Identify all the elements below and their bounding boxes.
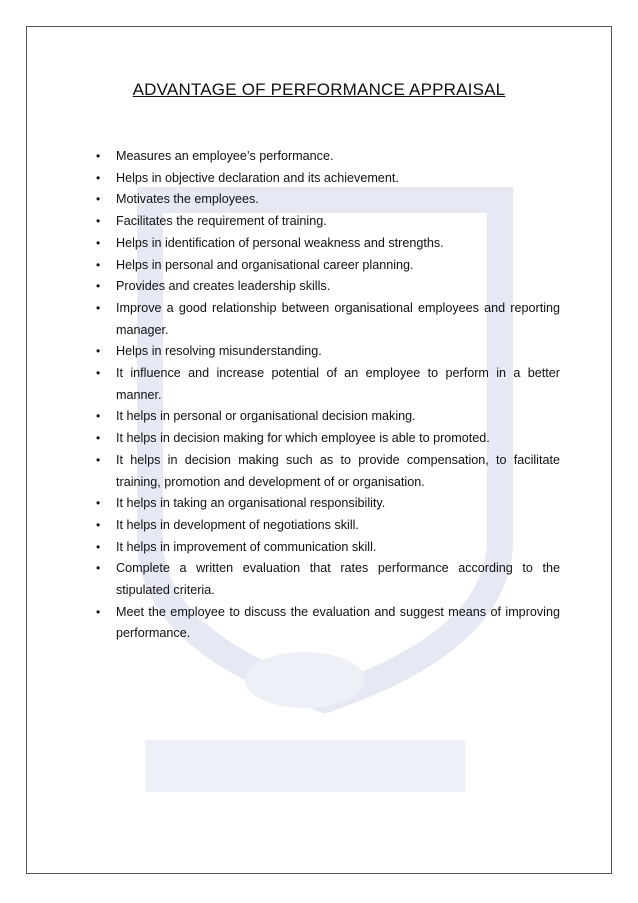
list-item bbox=[96, 493, 560, 515]
list-item bbox=[96, 168, 560, 190]
list-item-text: It helps in taking an organisational responsibility. bbox=[116, 496, 386, 511]
list-item-text: It helps in personal or organisational decision making. bbox=[116, 409, 416, 424]
bullet-icon: • bbox=[96, 561, 101, 576]
list-item bbox=[96, 537, 560, 559]
list-item-text: Improve a good relationship between organisational employees and reporting manager. bbox=[116, 300, 560, 337]
bullet-icon: • bbox=[96, 257, 101, 272]
list-item bbox=[96, 428, 560, 450]
list-item-text: It helps in decision making for which employee is able to promoted. bbox=[116, 431, 490, 446]
list-item-text: Motivates the employees. bbox=[116, 192, 259, 207]
list-item bbox=[96, 363, 560, 406]
bullet-icon: • bbox=[96, 452, 101, 467]
list-item bbox=[96, 276, 560, 298]
list-item bbox=[96, 341, 560, 363]
bullet-icon: • bbox=[96, 192, 101, 207]
bullet-icon: • bbox=[96, 431, 101, 446]
list-item-text: Meet the employee to discuss the evaluation and suggest means of improving performance. bbox=[116, 604, 560, 641]
list-item-text: It helps in decision making such as to provide compensation, to facilitate training, promotion and development of or organisation. bbox=[116, 452, 560, 489]
list-item-text: Helps in personal and organisational career planning. bbox=[116, 257, 414, 272]
list-item bbox=[96, 298, 560, 341]
document-title: ADVANTAGE OF PERFORMANCE APPRAISAL bbox=[132, 80, 506, 99]
bullet-icon: • bbox=[96, 300, 101, 315]
list-item-text: Helps in objective declaration and its achievement. bbox=[116, 170, 399, 185]
bullet-icon: • bbox=[96, 496, 101, 511]
list-item bbox=[96, 602, 560, 645]
list-item bbox=[96, 558, 560, 601]
list-item bbox=[96, 515, 560, 537]
list-item bbox=[96, 146, 560, 168]
bullet-icon: • bbox=[96, 409, 101, 424]
list-item-text: It influence and increase potential of an employee to perform in a better manner. bbox=[116, 366, 560, 402]
bullet-icon: • bbox=[96, 344, 101, 359]
list-item-text: Facilitates the requirement of training. bbox=[116, 214, 327, 229]
bullet-icon: • bbox=[96, 517, 101, 532]
bullet-icon: • bbox=[96, 149, 101, 163]
list-item-text: Helps in resolving misunderstanding. bbox=[116, 344, 322, 359]
list-item-text: Measures an employee’s performance. bbox=[116, 149, 334, 163]
list-item bbox=[96, 255, 560, 277]
list-item-text: Complete a written evaluation that rates performance according to the stipulated criteria. bbox=[116, 561, 560, 598]
list-item bbox=[96, 450, 560, 493]
list-item-text: Helps in identification of personal weakness and strengths. bbox=[116, 235, 444, 250]
list-item-text: Provides and creates leadership skills. bbox=[116, 279, 331, 294]
list-item bbox=[96, 189, 560, 211]
bullet-icon: • bbox=[96, 214, 101, 229]
list-item-text: It helps in improvement of communication skill. bbox=[116, 539, 377, 554]
bullet-icon: • bbox=[96, 170, 101, 185]
list-item-text: It helps in development of negotiations skill. bbox=[116, 517, 359, 532]
bullet-icon: • bbox=[96, 279, 101, 294]
bullet-icon: • bbox=[96, 235, 101, 250]
bullet-icon: • bbox=[96, 539, 101, 554]
list-item bbox=[96, 406, 560, 428]
list-item bbox=[96, 233, 560, 255]
advantages-list bbox=[96, 146, 560, 645]
bullet-icon: • bbox=[96, 366, 101, 381]
list-item bbox=[96, 211, 560, 233]
bullet-icon: • bbox=[96, 604, 101, 619]
